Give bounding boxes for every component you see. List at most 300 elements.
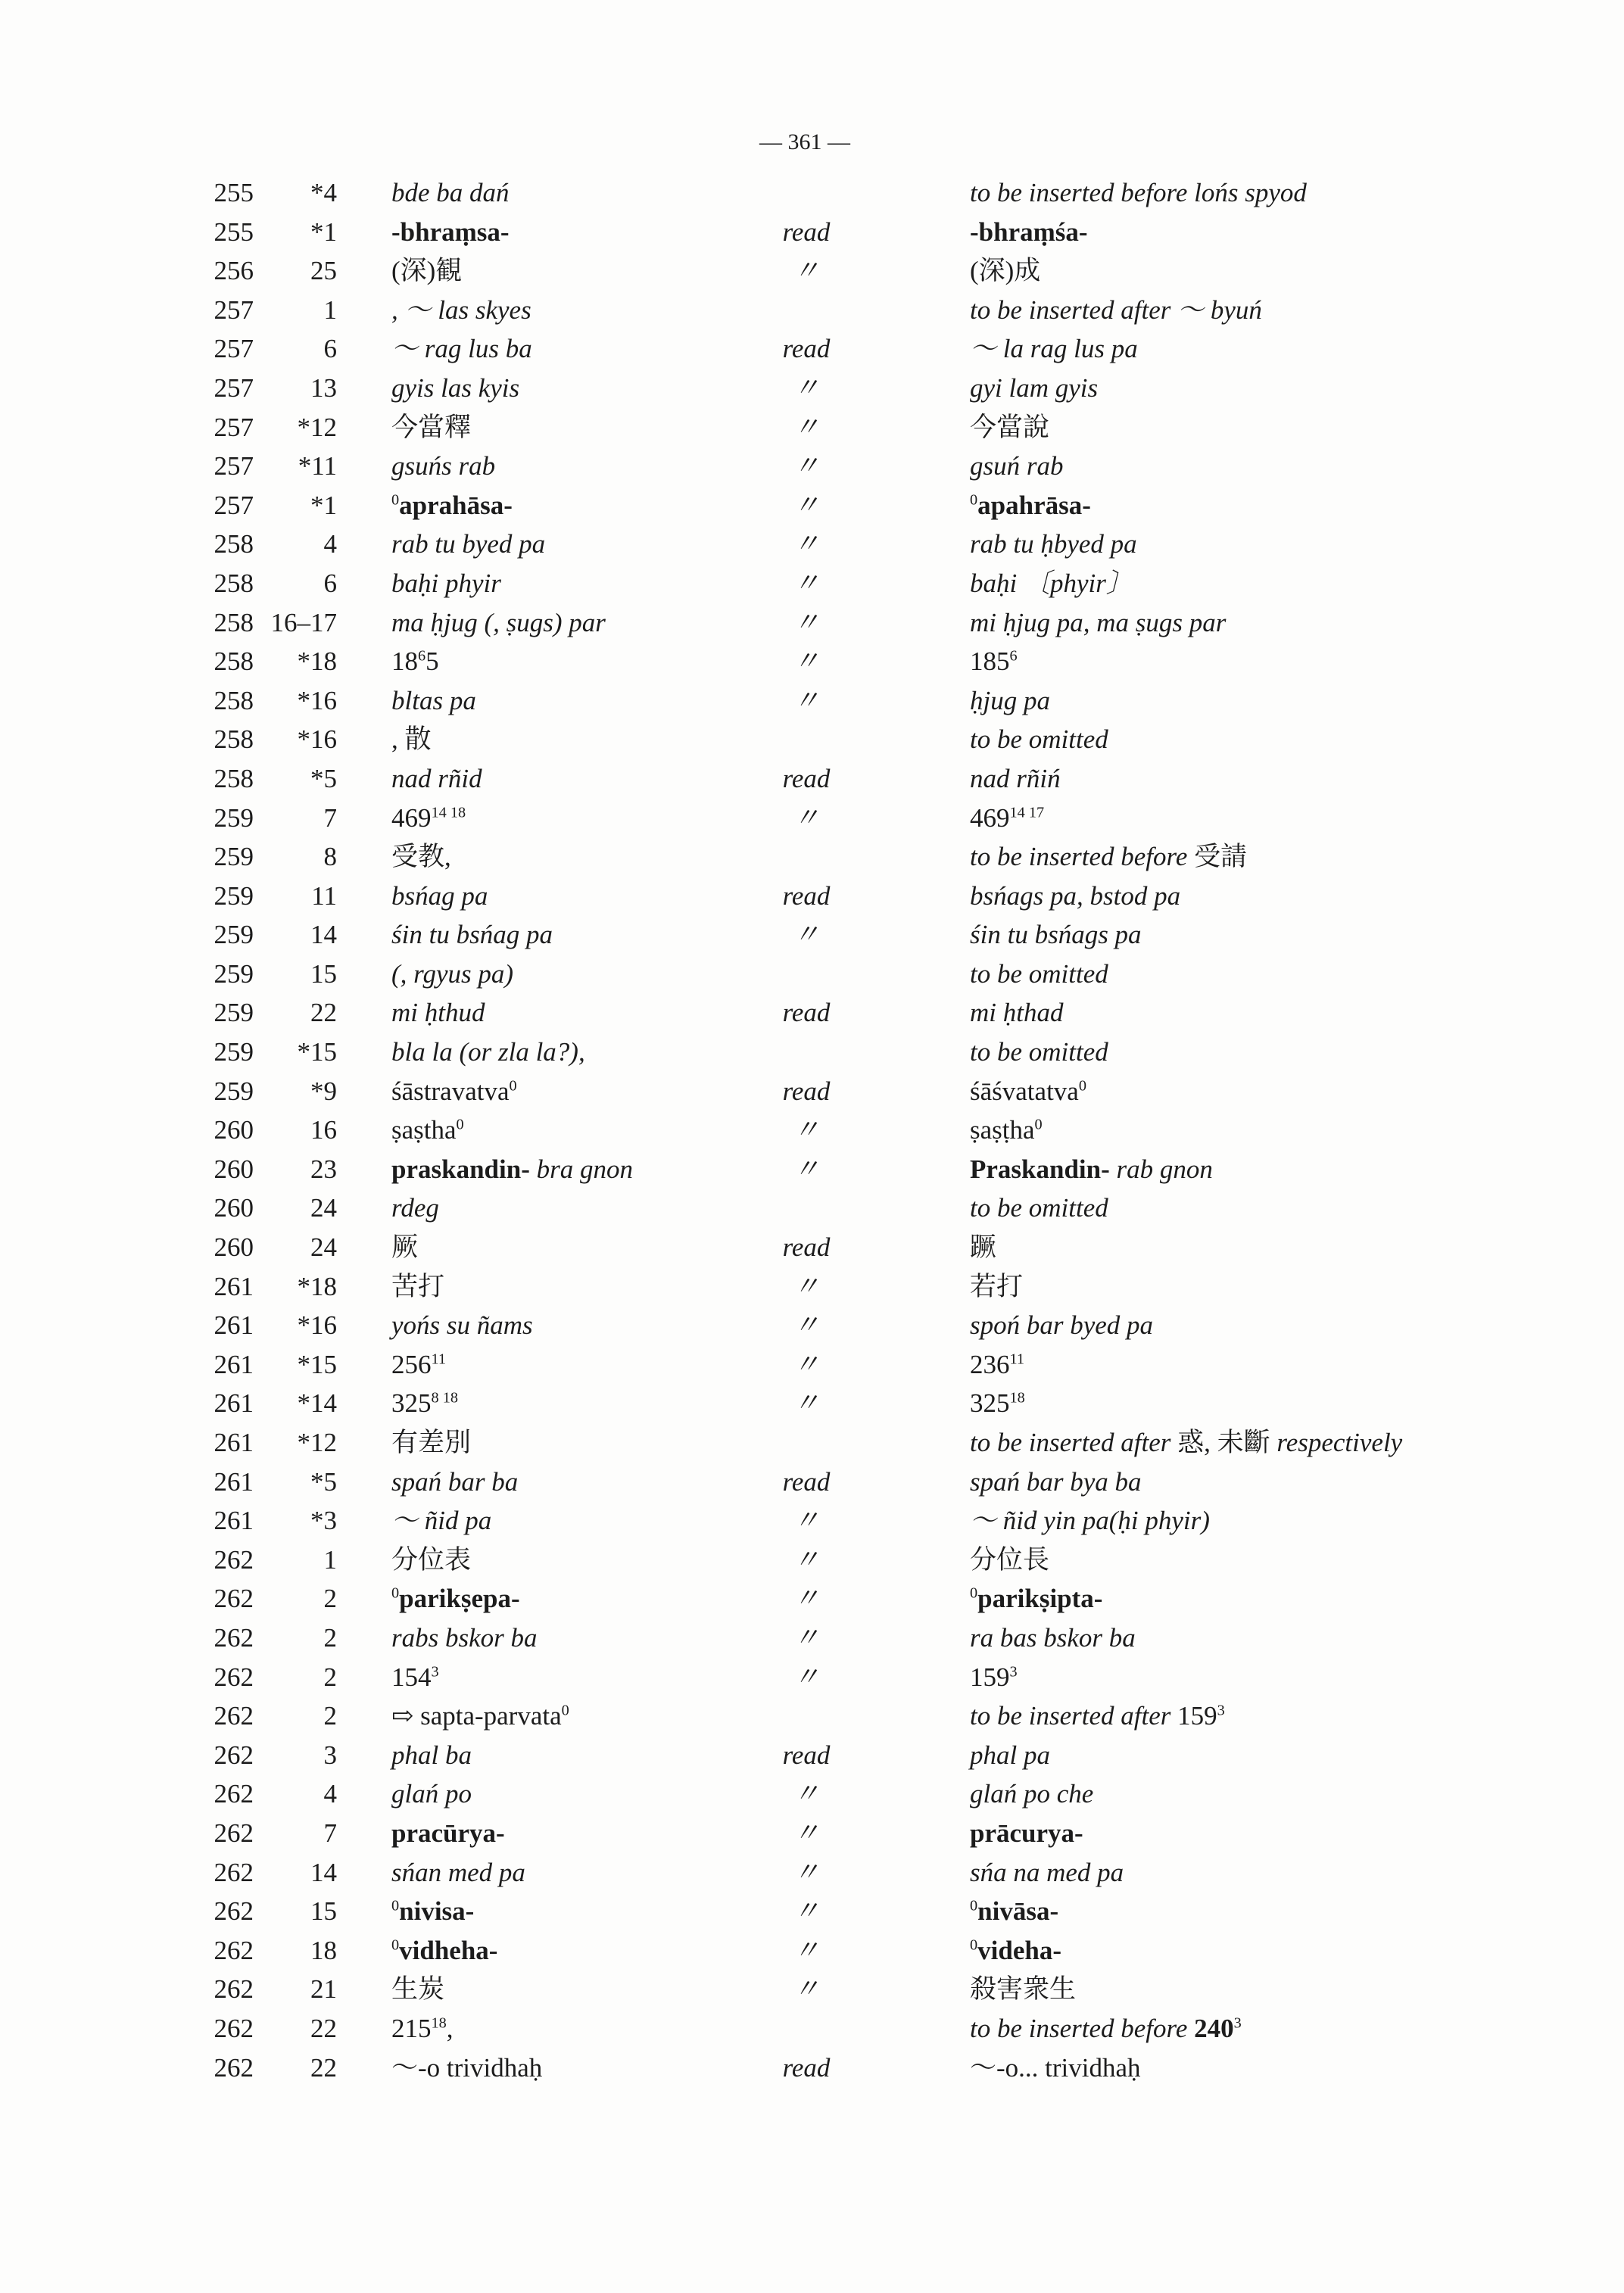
correction-mark: 〃 [793,1584,820,1614]
page-number: 261 [214,1428,254,1457]
error-segment: gsuńs rab [391,451,496,481]
correction-mark: 〃 [793,1974,820,2005]
superscript: 0 [509,1077,517,1095]
correction-segment: 殺害衆生 [970,1974,1077,2005]
line-number: 15 [310,1896,337,1927]
superscript: 0 [391,491,400,509]
error-segment: spań bar ba [391,1466,519,1497]
error-text [391,213,510,252]
correction-text [970,1970,1076,2009]
errata-row [0,213,1624,252]
error-segment: 有差別 [391,1428,472,1457]
error-text [391,1774,472,1814]
errata-row [0,1423,1624,1463]
page-number: 259 [214,842,254,872]
errata-row [0,1658,1624,1697]
superscript: 3 [431,1662,439,1680]
errata-row [0,877,1624,916]
line-number: *18 [297,646,337,677]
page-number: 256 [214,256,254,286]
correction-mark: 〃 [793,1506,820,1536]
line-number: 16–17 [270,607,337,637]
correction-segment: 469 [970,802,1010,833]
error-text [391,1736,472,1775]
line-number: 1 [323,294,337,325]
error-segment: bltas pa [391,685,476,715]
line-number: *16 [297,1310,337,1341]
error-segment: śin tu bsńag pa [391,920,553,950]
page-number: 262 [214,1544,254,1575]
line-number: *11 [298,451,337,481]
correction-text [970,837,1247,877]
line-number: 22 [310,2052,337,2083]
correction-segment: mi ḥthad [970,998,1064,1028]
correction-mark: read [782,1740,831,1770]
correction-segment: phal pa [970,1740,1050,1770]
errata-row [0,720,1624,759]
correction-text [970,525,1137,564]
error-text [391,2048,542,2088]
correction-text [970,799,1044,838]
correction-segment: ～ ñid yin pa(ḥi phyir) [970,1506,1210,1536]
error-text [391,564,501,603]
page-number: 260 [214,1115,254,1145]
correction-segment: nad rñiń [970,763,1061,793]
line-number: 7 [323,1818,337,1848]
correction-mark: read [782,763,831,793]
error-segment: -bhraṃsa- [391,217,510,247]
page-number: 260 [214,1232,254,1263]
error-text [391,173,510,213]
error-text [391,329,532,369]
error-text [391,1501,491,1541]
correction-mark: 〃 [793,1115,820,1145]
page-number: 258 [214,529,254,559]
errata-row [0,1150,1624,1189]
page-number: 262 [214,1857,254,1887]
correction-text [970,564,1133,603]
line-number: 7 [323,802,337,833]
correction-segment: ～-o... trividhaḥ [970,2052,1141,2083]
correction-segment: glań po che [970,1779,1094,1809]
superscript: 3 [1233,2014,1242,2032]
correction-mark: 〃 [793,1154,820,1184]
error-segment: 分位表 [391,1544,472,1575]
error-text [391,1111,464,1150]
correction-text [970,1892,1058,1931]
line-number: *12 [297,1428,337,1457]
error-text [391,877,488,916]
page-number: 257 [214,451,254,481]
page-number: 255 [214,178,254,207]
error-text [391,1696,569,1736]
line-number: 3 [323,1740,337,1770]
correction-segment: spań bar bya ba [970,1466,1142,1497]
error-segment: 5 [425,646,439,677]
superscript: 0 [970,1584,978,1602]
error-text [391,408,471,447]
correction-segment: ～ la rag lus pa [970,334,1138,364]
error-segment: 今當釋 [391,412,472,442]
page-number-header: — 361 — [759,129,850,154]
line-number: *18 [297,1271,337,1301]
error-segment: mi ḥthud [391,998,485,1028]
correction-mark: 〃 [793,412,820,442]
line-number: 15 [310,958,337,989]
correction-mark: 〃 [793,1271,820,1301]
errata-row [0,1267,1624,1307]
correction-text [970,1189,1108,1228]
correction-text [970,1853,1124,1893]
errata-row [0,1579,1624,1618]
page-number: 262 [214,1622,254,1653]
page-number: 259 [214,998,254,1028]
correction-segment: spoń bar byed pa [970,1310,1154,1341]
error-text [391,720,432,759]
errata-row [0,1814,1624,1853]
correction-text [970,213,1088,252]
line-number: 25 [310,256,337,286]
errata-row [0,837,1624,877]
correction-mark: 〃 [793,256,820,286]
page-number: 257 [214,490,254,520]
errata-row [0,1463,1624,1502]
line-number: 2 [323,1622,337,1653]
error-segment: vidheha- [399,1935,498,1965]
superscript: 6 [418,647,426,665]
correction-segment: 若打 [970,1271,1024,1301]
superscript: 0 [970,1936,978,1954]
error-segment: parikṣepa- [399,1584,520,1614]
page-number: 262 [214,1974,254,2005]
correction-mark: 〃 [793,646,820,677]
correction-segment: 159 [970,1662,1010,1692]
error-segment: (, rgyus pa) [391,958,514,989]
page-number: 259 [214,1076,254,1106]
correction-segment: ḥjug pa [970,685,1050,715]
correction-mark: read [782,998,831,1028]
correction-text [970,486,1091,525]
page-number: 262 [214,1818,254,1848]
correction-mark: 〃 [793,372,820,403]
error-text [391,603,606,643]
errata-row [0,1189,1624,1228]
error-segment: , [446,2013,454,2043]
errata-row [0,993,1624,1033]
correction-segment: to be inserted after [970,1428,1178,1457]
correction-segment: -bhraṃśa- [970,217,1088,247]
errata-row [0,1072,1624,1111]
correction-segment: respectively [1276,1428,1403,1457]
correction-text [970,1033,1108,1072]
error-text [391,1579,520,1618]
correction-segment: to be omitted [970,1037,1108,1067]
correction-segment: bsńags pa, bstod pa [970,880,1181,911]
line-number: 11 [311,880,337,911]
error-segment: praskandin- [391,1154,537,1184]
correction-text [970,1931,1061,1971]
errata-row [0,291,1624,330]
error-text [391,1814,505,1853]
correction-text [970,915,1142,955]
correction-segment: 185 [970,646,1010,677]
page-number: 260 [214,1154,254,1184]
correction-segment: 惑, 未斷 [1177,1428,1277,1457]
errata-row [0,2048,1624,2088]
page-number: 261 [214,1506,254,1536]
superscript: 0 [391,1897,400,1914]
correction-mark: read [782,2052,831,2083]
line-number: 24 [310,1193,337,1223]
error-segment: ma ḥjug (, ṣugs) par [391,607,606,637]
superscript: 14 18 [431,803,466,821]
correction-mark: read [782,1076,831,1106]
error-segment: 325 [391,1388,432,1419]
superscript: 0 [456,1116,464,1133]
line-number: 13 [310,372,337,403]
page-number: 262 [214,1662,254,1692]
error-text [391,251,462,291]
errata-row [0,1541,1624,1580]
correction-mark: 〃 [793,490,820,520]
correction-segment: mi ḥjug pa, ma ṣugs par [970,607,1227,637]
correction-text [970,1072,1086,1111]
correction-mark: 〃 [793,1857,820,1887]
error-segment: phal ba [391,1740,472,1770]
error-text [391,1306,533,1345]
error-text [391,1931,497,1971]
correction-segment: (深)成 [970,256,1041,286]
correction-text [970,1774,1093,1814]
correction-mark: 〃 [793,1310,820,1341]
superscript: 11 [431,1351,447,1368]
superscript: 0 [391,1936,400,1954]
superscript: 11 [1009,1351,1025,1368]
errata-row [0,603,1624,643]
correction-text [970,1501,1210,1541]
line-number: *5 [310,763,337,793]
error-text [391,486,513,525]
correction-segment: 分位長 [970,1544,1050,1575]
correction-mark: read [782,334,831,364]
line-number: 16 [310,1115,337,1145]
superscript: 8 18 [431,1389,458,1407]
line-number: 2 [323,1584,337,1614]
correction-text [970,1306,1153,1345]
error-segment: 受教, [391,842,451,872]
line-number: *9 [310,1076,337,1106]
correction-segment: parikṣipta- [977,1584,1103,1614]
page-number: 258 [214,763,254,793]
errata-row [0,1970,1624,2009]
correction-text [970,1384,1025,1423]
errata-row [0,642,1624,681]
correction-segment: gyi lam gyis [970,372,1099,403]
error-segment: bla la (or zla la?), [391,1037,585,1067]
errata-row [0,1111,1624,1150]
errata-row [0,447,1624,486]
correction-segment: to be inserted after ～ byuń [970,294,1262,325]
correction-segment: to be inserted after [970,1701,1178,1731]
page-number: 258 [214,646,254,677]
errata-row [0,759,1624,799]
error-segment: (深)観 [391,256,463,286]
page-number: 258 [214,724,254,755]
page-number: 259 [214,1037,254,1067]
correction-segment: to be inserted before [970,2013,1195,2043]
page-number: 261 [214,1271,254,1301]
correction-segment: 236 [970,1349,1010,1379]
correction-text [970,1658,1018,1697]
page-number: 262 [214,1740,254,1770]
correction-text [970,251,1040,291]
correction-segment: nivāsa- [977,1896,1059,1927]
line-number: 14 [310,920,337,950]
superscript: 0 [1078,1077,1086,1095]
errata-row [0,1892,1624,1931]
error-text [391,1189,439,1228]
page-number: 258 [214,685,254,715]
errata-row [0,799,1624,838]
page-number: 262 [214,1935,254,1965]
error-segment: 厥 [391,1232,419,1263]
correction-segment: ra bas bskor ba [970,1622,1136,1653]
correction-mark: read [782,1232,831,1263]
error-segment: 18 [391,646,418,677]
error-segment: aprahāsa- [399,490,513,520]
error-segment: ～ rag lus ba [391,334,532,364]
correction-text [970,369,1098,408]
correction-segment: videha- [977,1935,1061,1965]
correction-text [970,173,1307,213]
correction-text [970,1228,996,1267]
errata-row [0,1501,1624,1541]
error-segment: 苦打 [391,1271,445,1301]
page-number: 262 [214,2013,254,2043]
correction-segment: to be inserted before [970,842,1195,872]
correction-mark: read [782,880,831,911]
page-number: 261 [214,1310,254,1341]
error-text [391,955,513,994]
line-number: 22 [310,998,337,1028]
correction-text [970,2009,1242,2048]
error-text [391,993,485,1033]
correction-text [970,1150,1213,1189]
error-text [391,799,466,838]
error-segment: 215 [391,2013,432,2043]
error-segment: nad rñid [391,763,482,793]
line-number: *16 [297,685,337,715]
correction-segment: 159 [1177,1701,1217,1731]
line-number: 4 [323,1779,337,1809]
superscript: 3 [1009,1662,1018,1680]
errata-row [0,1228,1624,1267]
error-text [391,1267,444,1307]
correction-segment: 受請 [1194,842,1248,872]
correction-segment: Praskandin- [970,1154,1117,1184]
page-number: 257 [214,334,254,364]
correction-text [970,759,1061,799]
correction-segment: 蹶 [970,1232,997,1263]
errata-row [0,369,1624,408]
errata-row [0,1618,1624,1658]
page-number: 259 [214,958,254,989]
error-text [391,525,545,564]
correction-text [970,1618,1136,1658]
correction-segment: 今當說 [970,412,1050,442]
error-text [391,837,451,877]
errata-row [0,1033,1624,1072]
error-text [391,1228,418,1267]
error-text [391,369,519,408]
error-text [391,1541,471,1580]
correction-mark: 〃 [793,1662,820,1692]
superscript: 18 [431,2014,447,2032]
correction-text [970,1111,1043,1150]
error-text [391,1463,518,1502]
error-text [391,447,495,486]
errata-list [0,173,1624,2087]
correction-segment: 325 [970,1388,1010,1419]
errata-row [0,955,1624,994]
line-number: *12 [297,412,337,442]
errata-row [0,1853,1624,1893]
correction-segment: rab gnon [1116,1154,1213,1184]
error-text [391,681,476,721]
error-segment: bsńag pa [391,880,488,911]
error-segment: ～ ñid pa [391,1506,492,1536]
correction-mark: 〃 [793,568,820,598]
errata-row [0,681,1624,721]
line-number: *1 [310,490,337,520]
line-number: 6 [323,568,337,598]
correction-segment: to be omitted [970,1193,1108,1223]
errata-row [0,564,1624,603]
error-text [391,291,531,330]
error-segment: 154 [391,1662,432,1692]
page-number: 261 [214,1466,254,1497]
correction-text [970,1696,1225,1736]
errata-row [0,525,1624,564]
correction-text [970,603,1226,643]
error-segment: glań po [391,1779,472,1809]
error-segment: , 散 [391,724,432,755]
page-number: 262 [214,1584,254,1614]
error-text [391,1384,458,1423]
error-segment: 生炭 [391,1974,445,2005]
page-number: 259 [214,802,254,833]
correction-mark: 〃 [793,920,820,950]
correction-segment: 240 [1194,2013,1234,2043]
errata-row [0,1774,1624,1814]
errata-row [0,1384,1624,1423]
correction-text [970,681,1050,721]
correction-segment: sńa na med pa [970,1857,1124,1887]
error-text [391,1150,633,1189]
correction-text [970,447,1064,486]
correction-text [970,877,1180,916]
correction-segment: śin tu bsńags pa [970,920,1142,950]
correction-text [970,720,1108,759]
correction-segment: prācurya- [970,1818,1083,1848]
error-segment: ṣaṣtha [391,1115,457,1145]
correction-text [970,1463,1142,1502]
correction-mark: read [782,1466,831,1497]
line-number: *4 [310,178,337,207]
correction-text [970,1579,1102,1618]
correction-mark: 〃 [793,1896,820,1927]
errata-row [0,486,1624,525]
